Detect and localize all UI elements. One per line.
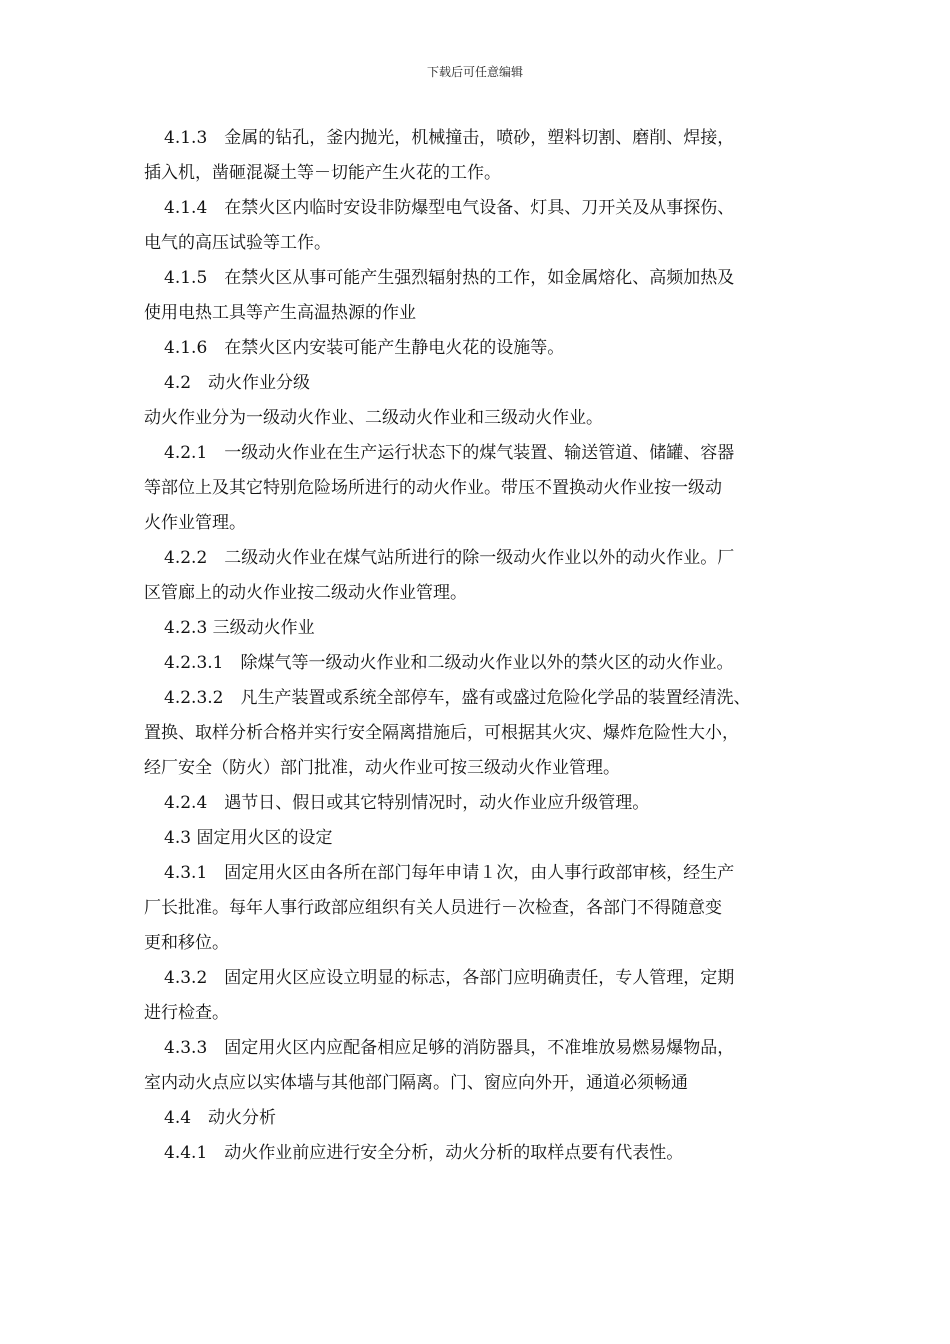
page-header: 下载后可任意编辑: [426, 65, 523, 79]
paragraph-line: 室内动火点应以实体墙与其他部门隔离。门、窗应向外开，通道必须畅通: [144, 1073, 688, 1093]
paragraph-line: 等部位上及其它特别危险场所进行的动火作业。带压不置换动火作业按一级动: [144, 478, 722, 498]
paragraph-line: 区管廊上的动火作业按二级动火作业管理。: [144, 583, 467, 603]
paragraph-line: 4.2.3.2 凡生产装置或系统全部停车，盛有或盛过危险化学品的装置经清洗、: [164, 688, 751, 708]
paragraph-line: 4.2.3.1 除煤气等一级动火作业和二级动火作业以外的禁火区的动火作业。: [164, 653, 734, 673]
section-heading: 4.4 动火分析: [164, 1108, 277, 1128]
section-heading: 4.2.3 三级动火作业: [164, 618, 315, 638]
paragraph-line: 厂长批准。每年人事行政部应组织有关人员进行－次检查，各部门不得随意变: [144, 898, 722, 918]
paragraph-line: 置换、取样分析合格并实行安全隔离措施后，可根据其火灾、爆炸危险性大小，: [144, 723, 739, 743]
paragraph-line: 进行检查。: [144, 1003, 229, 1023]
paragraph-line: 电气的高压试验等工作。: [144, 233, 331, 253]
paragraph-line: 4.3.2 固定用火区应设立明显的标志，各部门应明确责任，专人管理，定期: [164, 968, 735, 988]
section-heading: 4.2 动火作业分级: [164, 373, 311, 393]
paragraph-line: 4.1.5 在禁火区从事可能产生强烈辐射热的工作，如金属熔化、高频加热及: [164, 268, 735, 288]
paragraph-line: 4.1.3 金属的钻孔，釜内抛光，机械撞击，喷砂，塑料切割、磨削、焊接，: [164, 128, 735, 148]
paragraph-line: 4.2.4 遇节日、假日或其它特别情况时，动火作业应升级管理。: [164, 793, 650, 813]
paragraph-line: 使用电热工具等产生高温热源的作业: [144, 303, 416, 323]
paragraph-line: 4.4.1 动火作业前应进行安全分析，动火分析的取样点要有代表性。: [164, 1143, 684, 1163]
paragraph-line: 4.2.1 一级动火作业在生产运行状态下的煤气装置、输送管道、储罐、容器: [164, 443, 735, 463]
document-body: [144, 121, 824, 1171]
paragraph-line: 经厂安全（防火）部门批准，动火作业可按三级动火作业管理。: [144, 758, 620, 778]
paragraph-line: 动火作业分为一级动火作业、二级动火作业和三级动火作业。: [144, 408, 603, 428]
section-heading: 4.3 固定用火区的设定: [164, 828, 333, 848]
paragraph-line: 插入机，凿砸混凝土等－切能产生火花的工作。: [144, 163, 501, 183]
paragraph-line: 4.3.3 固定用火区内应配备相应足够的消防器具，不准堆放易燃易爆物品，: [164, 1038, 735, 1058]
paragraph-line: 4.3.1 固定用火区由各所在部门每年申请１次，由人事行政部审核，经生产: [164, 863, 735, 883]
paragraph-line: 更和移位。: [144, 933, 229, 953]
paragraph-line: 火作业管理。: [144, 513, 246, 533]
paragraph-line: 4.1.6 在禁火区内安装可能产生静电火花的设施等。: [164, 338, 565, 358]
paragraph-line: 4.2.2 二级动火作业在煤气站所进行的除一级动火作业以外的动火作业。厂: [164, 548, 735, 568]
paragraph-line: 4.1.4 在禁火区内临时安设非防爆型电气设备、灯具、刀开关及从事探伤、: [164, 198, 735, 218]
